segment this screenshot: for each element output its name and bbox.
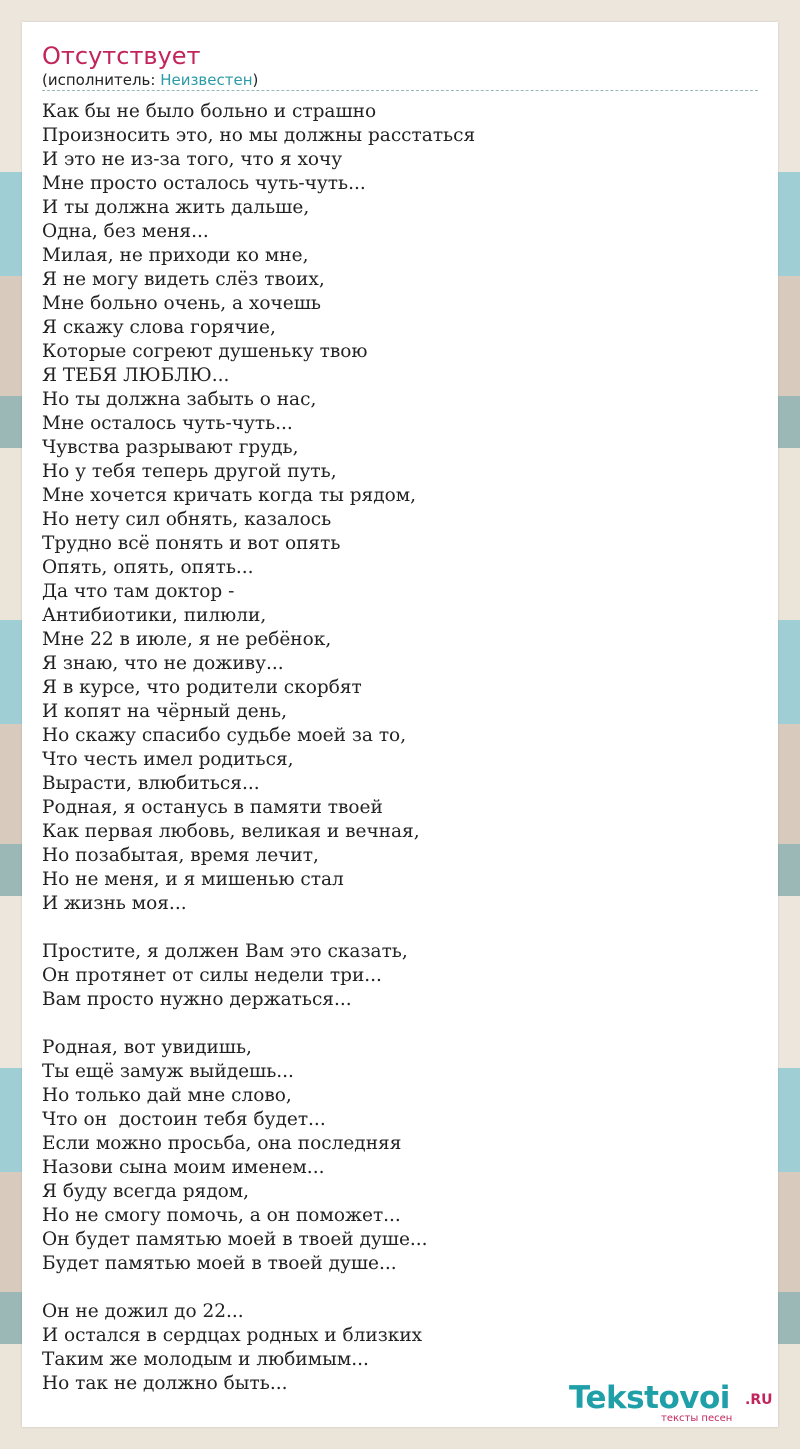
lyric-line: Но нету сил обнять, казалось [42, 509, 332, 530]
lyric-line: Произносить это, но мы должны расстаться [42, 125, 476, 146]
lyric-line: Назови сына моим именем... [42, 1157, 325, 1178]
lyric-line: Я скажу слова горячие, [42, 317, 276, 338]
lyric-line: Что он достоин тебя будет... [42, 1109, 326, 1130]
artist-prefix: (исполнитель: [42, 71, 161, 89]
lyric-line: И ты должна жить дальше, [42, 197, 310, 218]
song-title: Отсутствует [42, 42, 201, 70]
lyric-line: Но не меня, и я мишенью стал [42, 869, 344, 890]
lyric-line: Ты ещё замуж выйдешь... [42, 1061, 294, 1082]
lyric-line: Но скажу спасибо судьбе моей за то, [42, 725, 407, 746]
lyric-line: Мне больно очень, а хочешь [42, 293, 321, 314]
lyric-blank-line [42, 1276, 475, 1300]
lyric-line: Таким же молодым и любимым... [42, 1349, 369, 1370]
lyric-line: Простите, я должен Вам это сказать, [42, 941, 408, 962]
lyric-line: Но позабытая, время лечит, [42, 845, 319, 866]
lyric-line: Вырасти, влюбиться... [42, 773, 260, 794]
lyric-line: Но так не должно быть... [42, 1373, 288, 1394]
logo-domain: .RU [745, 1392, 773, 1408]
lyric-line: Он не дожил до 22... [42, 1301, 244, 1322]
lyric-line: Но у тебя теперь другой путь, [42, 461, 337, 482]
logo-name: Tekstovoi [569, 1380, 730, 1416]
lyric-line: Опять, опять, опять... [42, 557, 254, 578]
lyric-line: Трудно всё понять и вот опять [42, 533, 341, 554]
lyric-line: Будет памятью моей в твоей душе... [42, 1253, 397, 1274]
lyric-blank-line [42, 916, 475, 940]
lyric-line: И жизнь моя... [42, 893, 187, 914]
lyric-line: Чувства разрывают грудь, [42, 437, 299, 458]
lyric-line: Антибиотики, пилюли, [42, 605, 267, 626]
lyric-line: Милая, не приходи ко мне, [42, 245, 309, 266]
lyric-line: Мне хочется кричать когда ты рядом, [42, 485, 417, 506]
lyric-line: И остался в сердцах родных и близких [42, 1325, 423, 1346]
lyric-line: Если можно просьба, она последняя [42, 1133, 402, 1154]
lyric-line: Которые согреют душеньку твою [42, 341, 368, 362]
lyric-line: Что честь имел родиться, [42, 749, 294, 770]
lyric-line: Но ты должна забыть о нас, [42, 389, 317, 410]
lyric-line: Мне осталось чуть-чуть... [42, 413, 293, 434]
lyric-line: Одна, без меня... [42, 221, 209, 242]
lyrics-text [42, 100, 475, 1396]
lyrics-card [22, 22, 778, 1427]
lyric-line: Но только дай мне слово, [42, 1085, 292, 1106]
lyric-line: И это не из-за того, что я хочу [42, 149, 343, 170]
title-divider [42, 90, 758, 91]
lyric-line: Мне просто осталось чуть-чуть... [42, 173, 366, 194]
lyric-line: Вам просто нужно держаться... [42, 989, 352, 1010]
lyric-line: Я ТЕБЯ ЛЮБЛЮ... [42, 365, 230, 386]
lyric-blank-line [42, 1012, 475, 1036]
lyric-line: Как первая любовь, великая и вечная, [42, 821, 420, 842]
lyric-line: Но не смогу помочь, а он поможет... [42, 1205, 401, 1226]
site-logo[interactable] [569, 1380, 779, 1424]
lyric-line: Он протянет от силы недели три... [42, 965, 382, 986]
lyric-line: Я в курсе, что родители скорбят [42, 677, 362, 698]
lyric-line: И копят на чёрный день, [42, 701, 287, 722]
artist-line [42, 71, 258, 89]
lyric-line: Родная, я останусь в памяти твоей [42, 797, 383, 818]
lyric-line: Он будет памятью моей в твоей душе... [42, 1229, 428, 1250]
lyric-line: Я не могу видеть слёз твоих, [42, 269, 325, 290]
lyric-line: Я знаю, что не доживу... [42, 653, 284, 674]
artist-suffix: ) [252, 71, 259, 89]
lyric-line: Я буду всегда рядом, [42, 1181, 250, 1202]
lyric-line: Мне 22 в июле, я не ребёнок, [42, 629, 332, 650]
lyric-line: Как бы не было больно и страшно [42, 101, 377, 122]
artist-link[interactable]: Неизвестен [160, 71, 253, 89]
logo-tagline: тексты песен [661, 1413, 733, 1424]
lyric-line: Родная, вот увидишь, [42, 1037, 252, 1058]
lyric-line: Да что там доктор - [42, 581, 235, 602]
